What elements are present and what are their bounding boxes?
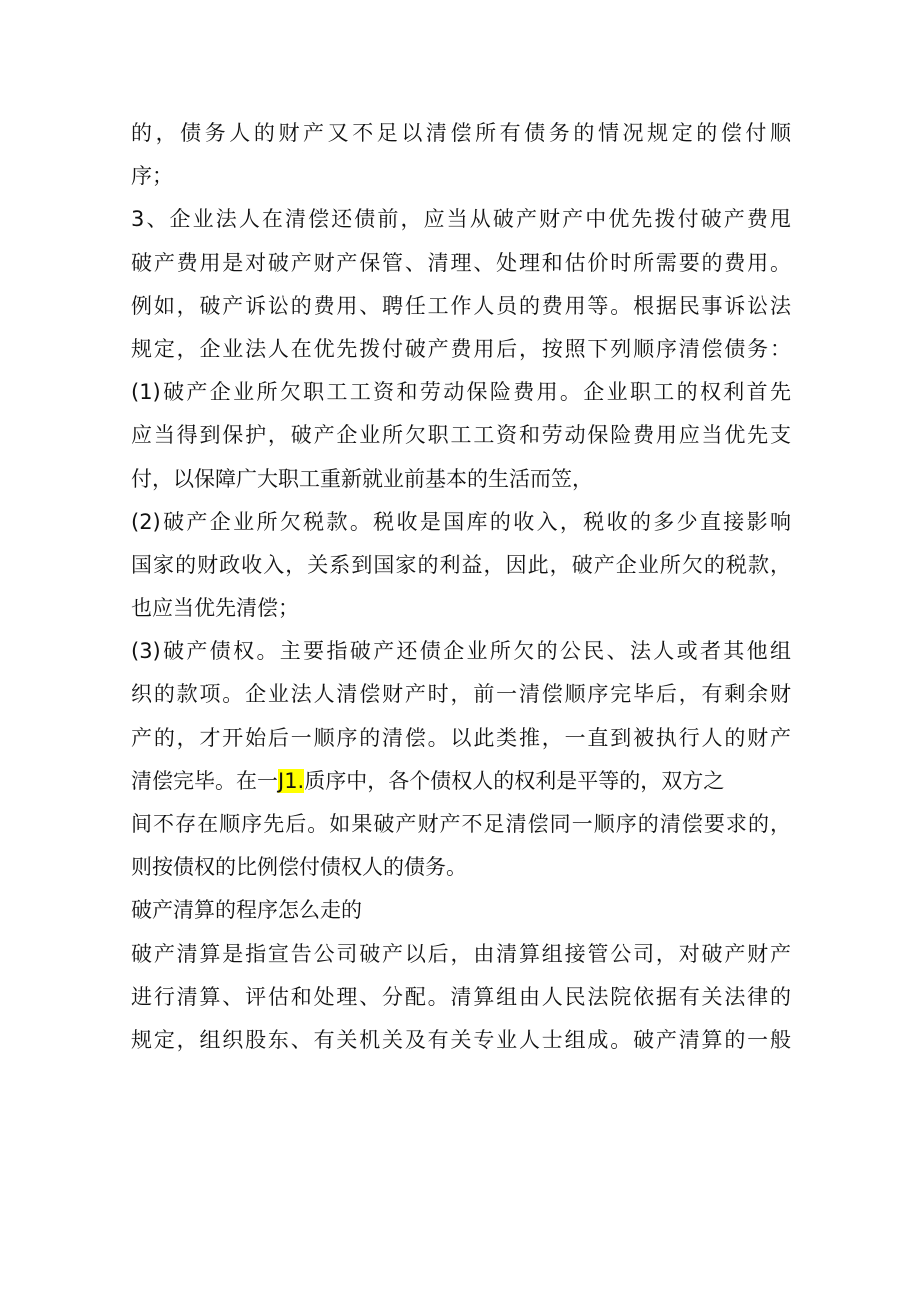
text-line: 的，债务人的财产又不足以清偿所有债务的情况规定的偿付顺 bbox=[131, 121, 791, 145]
text-line: 进行清算、评估和处理、分配。清算组由人民法院依据有关法律的 bbox=[131, 984, 791, 1009]
text-line: (2)破产企业所欠税款。税收是国库的收入，税收的多少直接影响 bbox=[131, 509, 791, 534]
text-line-with-highlight bbox=[131, 760, 811, 803]
text-line: 国家的财政收入，关系到国家的利益，因此，破产企业所欠的税款， bbox=[131, 552, 791, 577]
section-heading: 破产清算的程序怎么走的 bbox=[131, 898, 362, 923]
text-line: (3)破产债权。主要指破产还债企业所欠的公民、法人或者其他组 bbox=[131, 639, 791, 664]
document-body bbox=[131, 112, 811, 1062]
text-line: 也应当优先清偿； bbox=[131, 596, 299, 621]
text-segment: 质序中，各个债权人的权利是平等的，双方之 bbox=[304, 768, 725, 793]
text-line: (1)破产企业所欠职工工资和劳动保险费用。企业职工的权利首先 bbox=[131, 380, 791, 405]
text-line: 则按债权的比例偿付债权人的债务。 bbox=[131, 855, 467, 880]
text-line: 例如，破产诉讼的费用、聘任工作人员的费用等。根据民事诉讼法 bbox=[131, 293, 791, 318]
text-line: 织的款项。企业法人清偿财产时，前一清偿顺序完毕后，有剩余财 bbox=[131, 682, 791, 707]
highlighted-text: J1. bbox=[278, 768, 305, 793]
text-segment: 清偿完毕。在一 bbox=[131, 768, 278, 793]
text-line: 破产费用是对破产财产保管、清理、处理和估价时所需要的费用。 bbox=[131, 250, 791, 275]
text-line: 3、企业法人在清偿还债前，应当从破产财产中优先拨付破产费甩 bbox=[131, 207, 791, 232]
text-line: 产的，才开始后一顺序的清偿。以此类推，一直到被执行人的财产 bbox=[131, 725, 791, 750]
text-line: 应当得到保护，破产企业所欠职工工资和劳动保险费用应当优先支 bbox=[131, 423, 791, 448]
text-line: 序； bbox=[131, 164, 173, 189]
text-line: 付，以保障广大职工重新就业前基本的生活而笠， bbox=[131, 466, 593, 491]
text-line: 间不存在顺序先后。如果破产财产不足清偿同一顺序的清偿要求的， bbox=[131, 812, 791, 836]
text-line: 规定，企业法人在优先拨付破产费用后，按照下列顺序清偿债务： bbox=[131, 336, 791, 361]
text-line: 规定，组织股东、有关机关及有关专业人士组成。破产清算的一般 bbox=[131, 1027, 791, 1052]
text-line: 破产清算是指宣告公司破产以后，由清算组接管公司，对破产财产 bbox=[131, 941, 791, 966]
